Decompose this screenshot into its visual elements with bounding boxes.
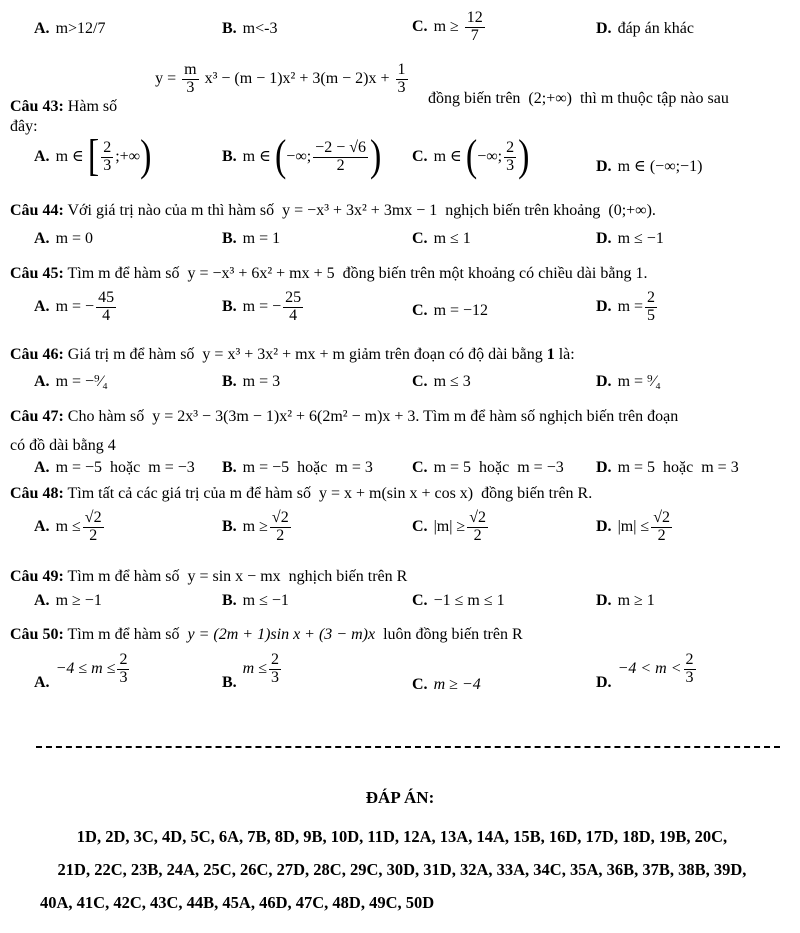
q45-option-b: B. m = − $\frac{25}{4}$ [222,289,302,324]
answer-title: ĐÁP ÁN: [365,788,435,807]
q46-stem: Câu 46: Giá trị m để hàm số y = x³ + 3x² + mx + m giảm trên đoạn có độ dài bằng 1 là: [10,346,575,363]
q43-option-c: C. m ∈ (−∞; $\frac{2}{3}$ ) [412,132,530,181]
q42-option-b: B. m<-3 [222,20,278,37]
q42-option-d: D. đáp án khác [596,20,694,37]
q48-option-b: B. m ≥ $\frac{√2}{2}$ [222,509,289,544]
q44-option-d: D. m ≤ −1 [596,230,664,247]
q42-option-a: A. m>12/7 [34,20,106,37]
q47-stem-cont: có đồ dài bằng 4 [10,437,116,454]
q50-option-c: C. m ≥ −4 [412,676,481,693]
q47-option-d: D. m = 5 hoặc m = 3 [596,459,739,476]
q44-option-a: A. m = 0 [34,230,94,247]
q46-option-b: B. m = 3 [222,373,281,390]
q48-stem: Câu 48: Tìm tất cả các giá trị của m để hàm số y = x + m(sin x + cos x) đồng biến trên R. [10,485,593,502]
q43-stem: Câu 43: Hàm số y = $\frac{m}{3}$ x³ − (m − 1)x² + 3(m − 2)x + $\frac{1}{3}$ [10,61,406,115]
answer-line-3: 40A, 41C, 42C, 43C, 44B, 45A, 46D, 47C, 48D, 49C, 50D [40,893,435,912]
q44-option-c: C. m ≤ 1 [412,230,471,247]
q50-option-d: D.−4 < m < $\frac{2}{3}$ [596,651,694,691]
q47-option-c: C. m = 5 hoặc m = −3 [412,459,564,476]
q44-stem: Câu 44: Với giá trị nào của m thì hàm số y = −x³ + 3x² + 3mx − 1 nghịch biến trên khoảng (0;+∞). [10,202,656,219]
q49-option-a: A. m ≥ −1 [34,592,102,609]
q49-stem: Câu 49: Tìm m để hàm số y = sin x − mx nghịch biến trên R [10,568,408,585]
q43-stem-tail: đồng biến trên (2;+∞) thì m thuộc tập nào sau [428,90,729,107]
q45-option-a: A. m = − $\frac{45}{4}$ [34,289,115,324]
q43-option-b: B. m ∈ (−∞; $\frac{-2 - √6}{2}$ ) [222,132,382,181]
q45-stem: Câu 45: Tìm m để hàm số y = −x³ + 6x² + mx + 5 đồng biến trên một khoảng có chiều dài bằng 1. [10,265,648,282]
q46-option-a: A. m = −⁹⁄₄ [34,373,108,390]
q50-stem: Câu 50: Tìm m để hàm số y = (2m + 1)sin x + (3 − m)x luôn đồng biến trên R [10,626,523,643]
q46-option-d: D. m = ⁹⁄₄ [596,373,661,390]
answer-line-1: 1D, 2D, 3C, 4D, 5C, 6A, 7B, 8D, 9B, 10D, 11D, 12A, 13A, 14A, 15B, 16D, 17D, 18D, 19B, 20C, [76,827,728,846]
dashed-divider [36,746,780,748]
q44-option-b: B. m = 1 [222,230,281,247]
q49-option-c: C. −1 ≤ m ≤ 1 [412,592,505,609]
q47-option-a: A. m = −5 hoặc m = −3 [34,459,195,476]
q43-option-d: D. m ∈ (−∞;−1) [596,158,703,175]
q48-option-c: C. |m| ≥ $\frac{√2}{2}$ [412,509,486,544]
q43-stem-cont: đây: [10,118,38,135]
answer-line-2: 21D, 22C, 23B, 24A, 25C, 26C, 27D, 28C, 29C, 30D, 31D, 32A, 33A, 34C, 35A, 36B, 37B, 38B, 39D, [57,860,747,879]
q50-option-a: A.−4 ≤ m ≤ $\frac{2}{3}$ [34,651,128,691]
q48-option-a: A. m ≤ $\frac{√2}{2}$ [34,509,102,544]
q49-option-b: B. m ≤ −1 [222,592,289,609]
q47-option-b: B. m = −5 hoặc m = 3 [222,459,373,476]
q45-option-d: D. m = $\frac{2}{5}$ [596,289,656,324]
q45-option-c: C. m = −12 [412,302,489,319]
q49-option-d: D. m ≥ 1 [596,592,655,609]
q42-option-c: C. m ≥ $\frac{12}{7}$ [412,9,483,44]
q48-option-d: D. |m| ≤ $\frac{√2}{2}$ [596,509,670,544]
q46-option-c: C. m ≤ 3 [412,373,471,390]
q50-option-b: B.m ≤ $\frac{2}{3}$ [222,651,280,691]
q43-option-a: A. m ∈ [ $\frac{2}{3}$ ;+∞) [34,132,152,181]
q47-stem: Câu 47: Cho hàm số y = 2x³ − 3(3m − 1)x² + 6(2m² − m)x + 3. Tìm m để hàm số nghịch biến trên đoạn [10,408,679,425]
